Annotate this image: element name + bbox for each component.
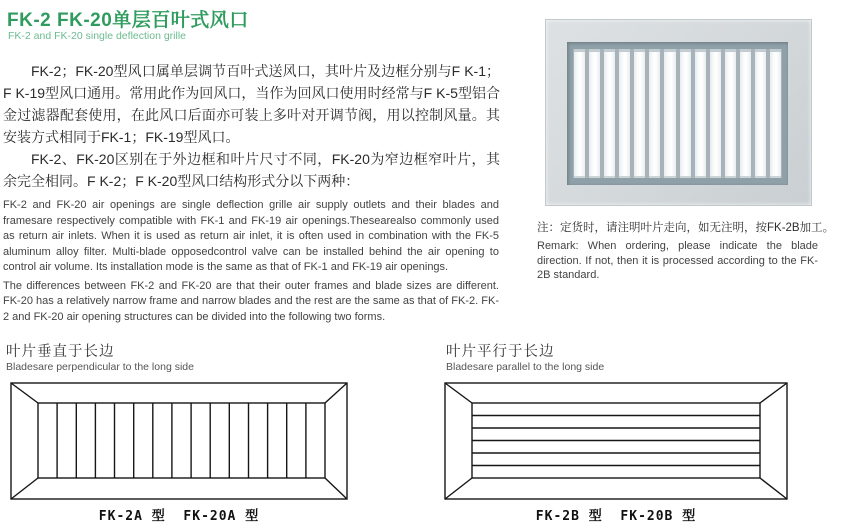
description-chinese [3, 60, 500, 192]
photo-blade [619, 49, 630, 178]
page-title: FK-2 FK-20单层百叶式风口 [7, 10, 249, 31]
photo-blade [664, 49, 675, 178]
photo-blade [770, 49, 781, 178]
photo-blade [634, 49, 645, 178]
note-english-remark: Remark: When ordering, please indicate the blade direction. If not, then it is processed according to the FK-2B standard. [537, 240, 818, 281]
note-chinese: 注：定货时，请注明叶片走向，如无注明，按FK-2B加工。 [537, 222, 835, 234]
section-label-zh-parallel: 叶片平行于长边 [446, 344, 555, 360]
photo-blade [680, 49, 691, 178]
section-label-en-perpendicular: Bladesare perpendicular to the long side [6, 361, 194, 373]
photo-blade [725, 49, 736, 178]
page-subtitle: FK-2 and FK-20 single deflection grille [8, 30, 187, 42]
description-en-paragraph-2: The differences between FK-2 and FK-20 are that their outer frames and blade sizes are different. FK-20 has a relatively narrow frame and narrow blades and the rest are the same as that of FK-2. FK-2 and FK-20 air opening structures can be divided into the following two forms. [3, 279, 499, 323]
description-en-paragraph-1: FK-2 and FK-20 air openings are single deflection grille air supply outlets and their blades and framesare respectively compatible with FK-1 and FK-19 air openings.Thesearealso commonly used as return air inlets. When it is used as return air inlet, it is often used in combination with the FK-5 aluminum alloy filter. Multi-blade opposedcontrol valve can be installed behind the air opening to control air volume. Its installation mode is the same as that of FK-1 and FK-19 air openings. [3, 199, 499, 273]
photo-blade [589, 49, 600, 178]
photo-blade [740, 49, 751, 178]
section-label-en-parallel: Bladesare parallel to the long side [446, 361, 605, 373]
product-photo [545, 19, 812, 206]
photo-blade [710, 49, 721, 178]
diagram-fk2a-vertical-blades [10, 382, 348, 500]
photo-blade [574, 49, 585, 178]
description-english [3, 198, 499, 325]
photo-blades [573, 49, 782, 178]
description-zh-paragraph-2: FK-2、FK-20区别在于外边框和叶片尺寸不同，FK-20为窄边框窄叶片，其余完全相同。F K-2；F K-20型风口结构形式分以下两种： [3, 151, 500, 189]
section-label-zh-perpendicular: 叶片垂直于长边 [6, 344, 115, 360]
photo-blade [649, 49, 660, 178]
product-photo-recess [567, 42, 788, 185]
photo-blade [695, 49, 706, 178]
description-zh-paragraph-1: FK-2；FK-20型风口属单层调节百叶式送风口，其叶片及边框分别与F K-1；F K-19型风口通用。常用此作为回风口，当作为回风口使用时经常与F K-5型铝合金过滤器配套使用，在此风口后面亦可装上多叶对开调节阀，用以控制风量。其安装方式相同于FK-1；FK-19型风口。 [3, 63, 500, 145]
photo-blade [604, 49, 615, 178]
photo-blade [755, 49, 766, 178]
diagram-caption-fk2a: FK-2A 型 FK-20A 型 [98, 509, 260, 524]
diagram-fk2b-horizontal-blades [444, 382, 788, 500]
diagram-caption-fk2b: FK-2B 型 FK-20B 型 [535, 509, 697, 524]
